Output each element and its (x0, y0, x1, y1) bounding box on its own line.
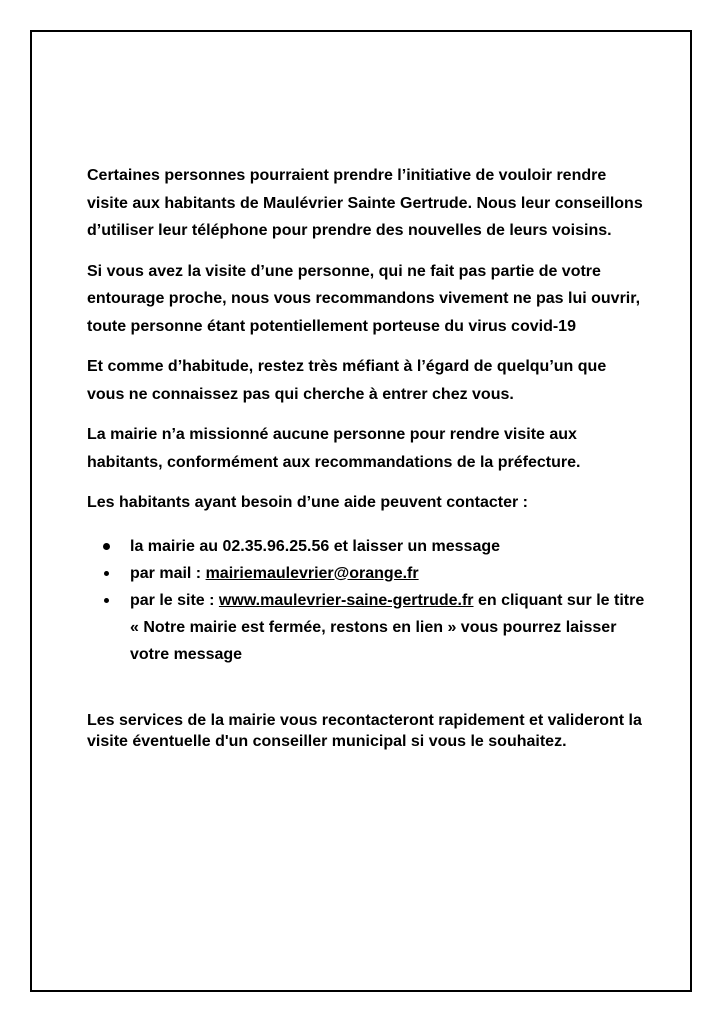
contact-mail-prefix: par mail : (130, 564, 206, 582)
contact-site-prefix: par le site : (130, 591, 219, 609)
paragraph-no-mission: La mairie n’a missionné aucune personne pour rendre visite aux habitants, conformément aux recommandations de la préfecture. (87, 426, 581, 471)
mail-link[interactable]: mairiemaulevrier@orange.fr (205, 564, 419, 582)
contact-phone-text: la mairie au 02.35.96.25.56 et laisser un message (130, 537, 501, 555)
contact-site-item (87, 587, 647, 668)
contact-mail-item (87, 560, 647, 587)
bullet-icon (104, 571, 109, 576)
contact-site-suffix: en cliquant sur le titre « Notre mairie est fermée, restons en lien » vous pourrez laisser votre message (130, 591, 645, 663)
paragraph-visit-warning: Si vous avez la visite d’une personne, qui ne fait pas partie de votre entourage proche, nous vous recommandons vivement ne pas lui ouvrir, toute personne étant potentiellement porteuse du virus covid-19 (87, 262, 641, 335)
paragraph-closing: Les services de la mairie vous recontacteront rapidement et valideront la visite éventuelle d'un conseiller municipal si vous le souhaitez. (87, 711, 642, 750)
bullet-icon (103, 543, 110, 550)
paragraph-contact-intro: Les habitants ayant besoin d’une aide peuvent contacter : (87, 494, 528, 511)
paragraph-caution: Et comme d’habitude, restez très méfiant à l’égard de quelqu’un que vous ne connaissez pas qui cherche à entrer chez vous. (87, 358, 607, 403)
bullet-icon (104, 598, 109, 603)
website-link[interactable]: www.maulevrier-saine-gertrude.fr (218, 591, 474, 609)
contact-list (87, 530, 647, 668)
contact-phone-item (87, 530, 647, 560)
paragraph-initiative: Certaines personnes pourraient prendre l’initiative de vouloir rendre visite aux habitants de Maulévrier Sainte Gertrude. Nous leur conseillons d’utiliser leur téléphone pour prendre des nouvelles de leurs voisins. (87, 167, 643, 239)
notice-body (87, 162, 647, 766)
